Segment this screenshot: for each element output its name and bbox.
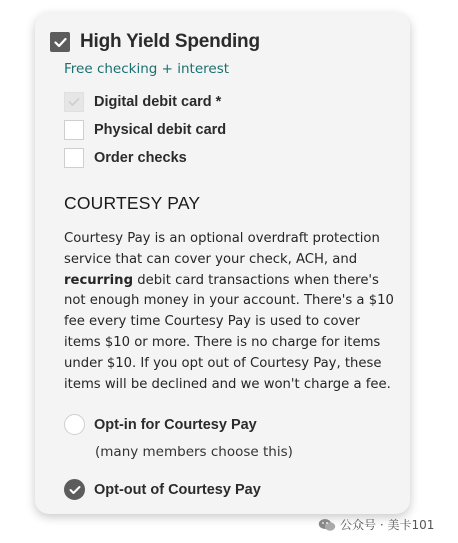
plan-subtitle: Free checking + interest	[64, 61, 230, 77]
opt-out-label: Opt-out of Courtesy Pay	[94, 481, 261, 498]
checkmark-icon	[69, 485, 81, 495]
courtesy-pay-description	[64, 229, 394, 395]
courtesy-pay-heading: COURTESY PAY	[64, 193, 201, 213]
option-order-checks[interactable]	[64, 148, 187, 168]
physical-debit-card-label: Physical debit card	[94, 122, 227, 138]
opt-in-label: Opt-in for Courtesy Pay	[94, 416, 257, 433]
opt-out-option[interactable]	[64, 479, 261, 500]
physical-debit-card-checkbox[interactable]	[64, 120, 84, 140]
watermark-text: 公众号 · 美卡101	[340, 518, 435, 532]
option-digital-debit-card[interactable]	[64, 92, 221, 112]
description-text-start: Courtesy Pay is an optional overdraft protection service that can cover your check, ACH, and	[64, 231, 380, 267]
opt-in-hint: (many members choose this)	[95, 444, 293, 460]
checkmark-icon	[68, 97, 80, 107]
wechat-icon	[318, 518, 336, 532]
plan-checkbox[interactable]	[50, 32, 70, 52]
opt-in-option[interactable]	[64, 414, 257, 435]
description-text-end: debit card transactions when there's not enough money in your account. There's a $10 fee every time Courtesy Pay is used to cover items $10 or more. There is no charge for items under $10. If you opt out of Courtesy Pay, these items will be declined and we won't charge a fee.	[64, 272, 394, 392]
opt-out-radio[interactable]	[64, 479, 85, 500]
plan-header	[50, 31, 260, 53]
digital-debit-card-label: Digital debit card *	[94, 94, 222, 110]
account-options-card	[35, 13, 410, 514]
digital-debit-card-checkbox[interactable]	[64, 92, 84, 112]
checkmark-icon	[54, 37, 67, 48]
option-physical-debit-card[interactable]	[64, 120, 226, 140]
watermark	[318, 516, 434, 533]
order-checks-label: Order checks	[94, 150, 187, 166]
order-checks-checkbox[interactable]	[64, 148, 84, 168]
description-bold-text: recurring	[64, 272, 134, 288]
opt-in-radio[interactable]	[64, 414, 85, 435]
plan-title: High Yield Spending	[80, 31, 260, 52]
